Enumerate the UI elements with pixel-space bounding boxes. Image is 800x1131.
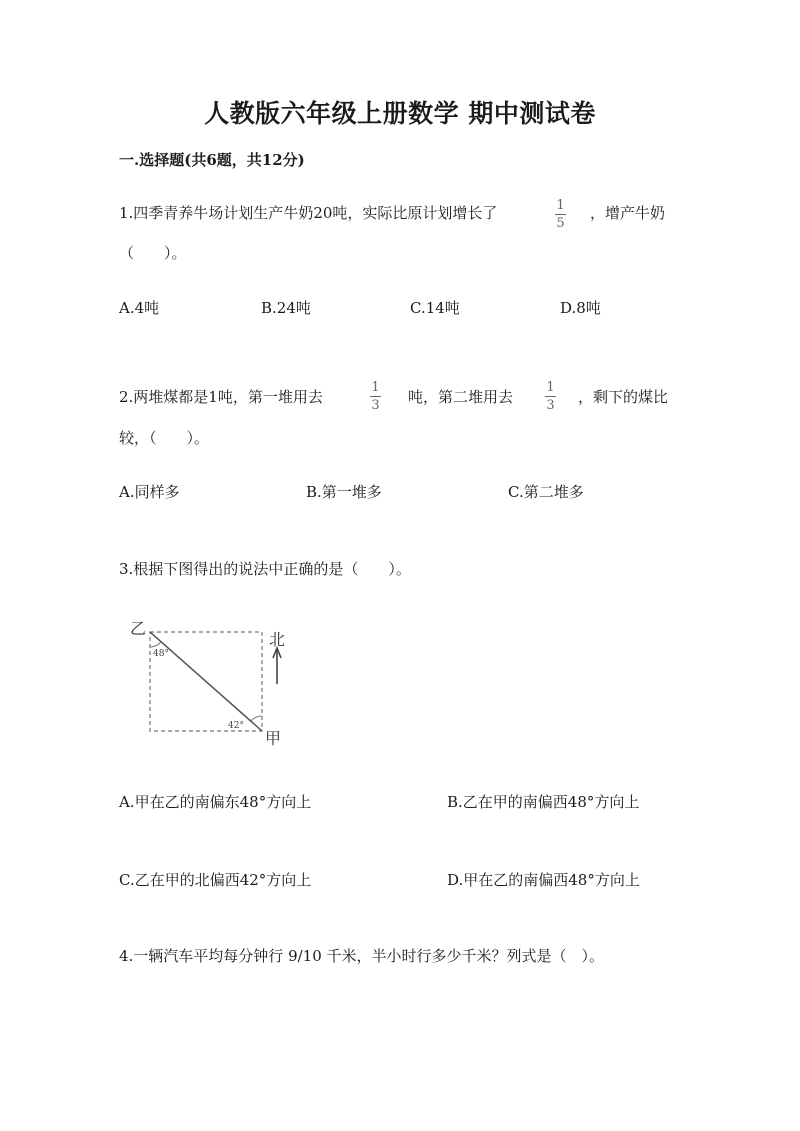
fraction-bar [545, 396, 556, 397]
label-yi: 乙 [130, 619, 147, 638]
question-3-option-b: B.乙在甲的南偏西48°方向上 [447, 793, 640, 811]
question-2-text-d: 较，（ ）。 [119, 429, 210, 447]
diagonal-line [150, 632, 262, 731]
question-3-option-c: C.乙在甲的北偏西42°方向上 [119, 871, 312, 889]
fraction-denominator: 3 [371, 398, 380, 413]
question-2-option-c: C.第二堆多 [508, 483, 584, 501]
label-jia: 甲 [265, 729, 282, 748]
question-2-text-c: ，剩下的煤比 [578, 388, 669, 406]
question-3-text: 3.根据下图得出的说法中正确的是（ ）。 [119, 560, 411, 578]
fraction-bar [555, 214, 566, 215]
fraction-denominator: 5 [556, 216, 565, 231]
question-1-fraction [555, 199, 566, 230]
direction-figure [125, 612, 295, 752]
question-2-text-a: 2.两堆煤都是1吨，第一堆用去 [119, 388, 323, 406]
page-title: 人教版六年级上册数学 期中测试卷 [204, 99, 596, 128]
question-2-fraction-2 [545, 381, 556, 412]
section-heading: 一.选择题(共6题，共12分) [119, 151, 305, 169]
question-2-option-b: B.第一堆多 [306, 483, 382, 501]
angle-arc-top [150, 642, 161, 647]
question-4-text: 4.一辆汽车平均每分钟行 9/10 千米，半小时行多少千米？列式是（ ）。 [119, 947, 605, 965]
fraction-bar [370, 396, 381, 397]
fraction-numerator: 1 [556, 198, 565, 213]
question-1-text-c: （ ）。 [119, 244, 187, 262]
label-north: 北 [269, 630, 286, 649]
question-1-option-a: A.4吨 [119, 299, 160, 317]
angle-label-bottom: 42° [228, 721, 244, 731]
angle-arc-bottom [251, 716, 262, 721]
question-1-option-d: D.8吨 [560, 299, 601, 317]
question-1-option-c: C.14吨 [410, 299, 460, 317]
question-2-text-b: 吨，第二堆用去 [408, 388, 514, 406]
question-3-option-a: A.甲在乙的南偏东48°方向上 [119, 793, 312, 811]
fraction-numerator: 1 [546, 380, 555, 395]
fraction-denominator: 3 [546, 398, 555, 413]
question-2-option-a: A.同样多 [119, 483, 180, 501]
question-3-option-d: D.甲在乙的南偏西48°方向上 [447, 871, 640, 889]
question-1-option-b: B.24吨 [261, 299, 311, 317]
fraction-numerator: 1 [371, 380, 380, 395]
question-1-text-b: ，增产牛奶 [590, 204, 666, 222]
angle-label-top: 48° [153, 649, 169, 659]
question-1-text-a: 1.四季青养牛场计划生产牛奶20吨，实际比原计划增长了 [119, 204, 498, 222]
question-2-fraction-1 [370, 381, 381, 412]
